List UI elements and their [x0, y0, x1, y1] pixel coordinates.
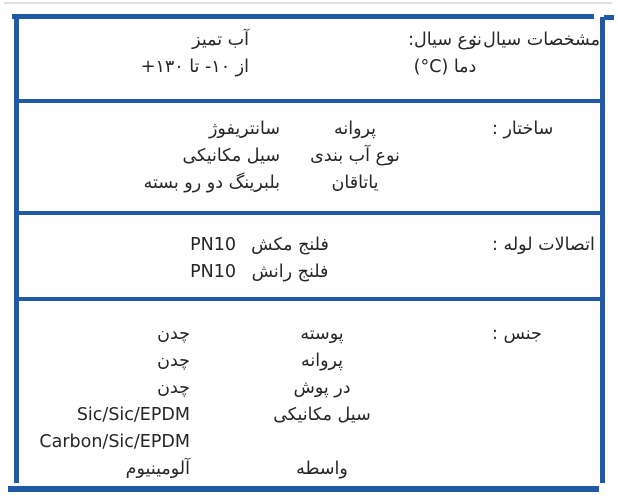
section-label: ساختار : — [492, 119, 554, 139]
spec-value: آب تمیز — [192, 30, 249, 50]
section-label: اتصالات لوله : — [492, 235, 595, 255]
spec-value: سیل مکانیکی — [182, 146, 280, 166]
section-structure — [19, 103, 600, 211]
spec-attribute: پوسته — [300, 324, 344, 344]
section-label: جنس : — [492, 324, 542, 344]
spec-value: Sic/Sic/EPDM — [76, 405, 190, 425]
spec-attribute: دما (‎°C‎) — [413, 57, 477, 77]
spec-value: PN10 — [190, 235, 236, 255]
spec-value: Carbon/Sic/EPDM — [39, 432, 190, 452]
spec-value: چدن — [157, 351, 190, 371]
section-materials — [19, 301, 600, 486]
table-border-right — [600, 17, 605, 483]
table-border-top-right-nub — [604, 15, 614, 20]
spec-attribute: در پوش — [293, 378, 351, 398]
spec-attribute: نوع سیال: — [408, 30, 482, 50]
spec-attribute: یاتاقان — [331, 173, 379, 193]
spec-attribute: پروانه — [300, 351, 344, 371]
spec-value: از ۱۰- تا ۱۳۰+ — [140, 57, 249, 77]
spec-value: چدن — [157, 324, 190, 344]
spec-attribute: فلنج مکش — [251, 235, 329, 255]
section-label: مشخصات سیال : — [471, 30, 600, 50]
spec-value: سانتریفوژ — [208, 119, 280, 139]
table-border-bottom — [8, 486, 599, 492]
spec-attribute: پروانه — [333, 119, 377, 139]
spec-attribute: فلنج رانش — [251, 262, 329, 282]
spec-attribute — [190, 429, 492, 456]
scan-artifact-line — [4, 2, 612, 4]
spec-value: بلبرینگ دو رو بسته — [143, 173, 280, 193]
spec-attribute: سیل مکانیکی — [273, 405, 371, 425]
spec-value: چدن — [157, 378, 190, 398]
spec-attribute: نوع آب بندی — [310, 146, 400, 166]
section-fluid-specs — [19, 19, 600, 99]
spec-value: آلومینیوم — [125, 459, 190, 479]
spec-value: PN10 — [190, 262, 236, 282]
section-pipe-connections — [19, 215, 600, 297]
spec-attribute: واسطه — [296, 459, 348, 479]
